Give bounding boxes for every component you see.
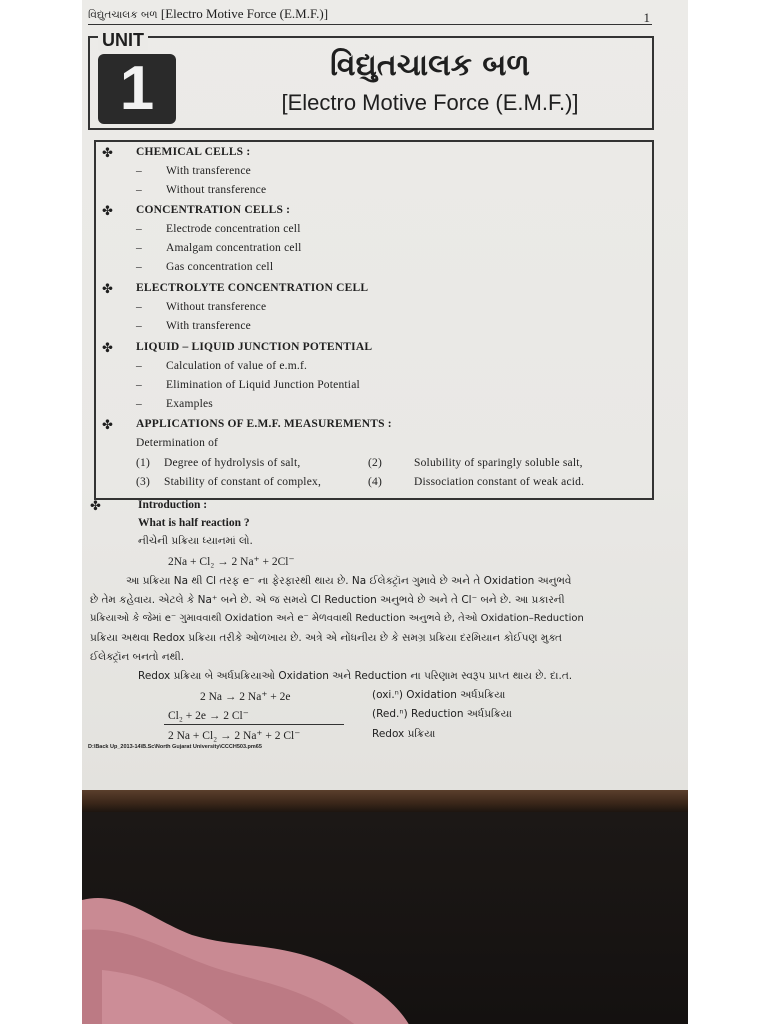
list-item: Electrode concentration cell: [166, 223, 301, 235]
equation-sum-rule: [164, 724, 344, 725]
net-reaction-label: Redox પ્રક્રિયા: [372, 728, 436, 740]
bullet-icon: ✤: [102, 417, 114, 432]
heading-liquid-junction: LIQUID – LIQUID JUNCTION POTENTIAL: [136, 341, 373, 353]
chapter-title-english: [Electro Motive Force (E.M.F.)]: [281, 90, 579, 115]
application-item: Dissociation constant of weak acid.: [414, 476, 585, 488]
dash-icon: –: [136, 242, 142, 254]
application-number: (2): [368, 457, 383, 469]
dash-icon: –: [136, 223, 142, 235]
photo-frame: [82, 0, 688, 1024]
instruction-text: નીચેની પ્રક્રિયા ધ્યાનમાં લો.: [138, 535, 253, 547]
application-number: (4): [368, 476, 383, 488]
file-path-footer: D:\Back Up_2013-14\B.Sc\North Gujarat University\CCCH503.pm65: [88, 744, 262, 750]
half-reaction-label: (oxi.ⁿ) Oxidation અર્ધપ્રક્રિયા: [372, 689, 506, 701]
application-item: Stability of constant of complex,: [164, 476, 322, 488]
running-head-gujarati: વિદ્યુતચાલક બળ: [88, 9, 158, 21]
dash-icon: –: [136, 379, 142, 391]
half-reaction-equation: 2 Na → 2 Na⁺ + 2e: [200, 691, 291, 703]
list-item: Elimination of Liquid Junction Potential: [166, 379, 360, 391]
dash-icon: –: [136, 360, 142, 372]
application-number: (1): [136, 457, 151, 469]
unit-number: 1: [119, 54, 155, 123]
dash-icon: –: [136, 320, 142, 332]
application-item: Solubility of sparingly soluble salt,: [414, 457, 583, 469]
page-number: 1: [643, 10, 650, 25]
half-reaction-equation: Cl₂ + 2e → 2 Cl⁻: [168, 710, 249, 722]
chapter-title-gujarati: વિદ્યુતચાલક બળ: [330, 48, 530, 83]
list-item: Without transference: [166, 301, 267, 313]
list-item: With transference: [166, 320, 251, 332]
dash-icon: –: [136, 261, 142, 273]
dash-icon: –: [136, 165, 142, 177]
application-number: (3): [136, 476, 151, 488]
heading-electrolyte-cell: ELECTROLYTE CONCENTRATION CELL: [136, 282, 369, 294]
dash-icon: –: [136, 301, 142, 313]
list-item: With transference: [166, 165, 251, 177]
unit-number-box: [98, 54, 176, 124]
book-page: [82, 0, 688, 792]
list-item: Gas concentration cell: [166, 261, 274, 273]
bullet-icon: ✤: [102, 281, 114, 296]
bullet-icon: ✤: [102, 203, 114, 218]
paragraph-line: છે તેમ કહેવાય. એટલે કે Na⁺ બને છે. એ જ સમયે Cl Reduction અનુભવે છે અને તે Cl⁻ બને છે. આ પ્રકારની: [90, 594, 565, 606]
paragraph-line: પ્રક્રિયાઓ કે જેમાં e⁻ ગુમાવવાથી Oxidation અને e⁻ મેળવવાથી Reduction અનુભવે છે, તેઓ Oxidation–Reduction: [90, 613, 584, 624]
header-rule: [88, 24, 652, 25]
pink-cloth: [82, 880, 412, 1024]
paragraph-line: ઈલેક્ટ્રૉન બનતો નથી.: [90, 651, 185, 663]
bullet-icon: ✤: [102, 145, 114, 160]
dash-icon: –: [136, 398, 142, 410]
half-reaction-label: (Red.ⁿ) Reduction અર્ધપ્રક્રિયા: [372, 708, 512, 720]
list-item: Calculation of value of e.m.f.: [166, 360, 308, 372]
heading-applications: APPLICATIONS OF E.M.F. MEASUREMENTS :: [136, 418, 392, 430]
redox-line: Redox પ્રક્રિયા બે અર્ધપ્રક્રિયાઓ Oxidation અને Reduction ના પરિણામ સ્વરૂપ પ્રાપ્ત થાય છે. દા.ત.: [138, 670, 573, 682]
paragraph-line: પ્રક્રિયા અથવા Redox પ્રક્રિયા તરીકે ઓળખાય છે. અત્રે એ નોંધનીય છે કે સમગ્ર પ્રક્રિયા દરમિયાન કોઈપણ મુક્ત: [90, 632, 562, 644]
table-edge: [82, 790, 688, 812]
bullet-icon: ✤: [90, 498, 101, 513]
application-item: Degree of hydrolysis of salt,: [164, 457, 301, 469]
equation: 2Na + Cl₂ → 2 Na⁺ + 2Cl⁻: [168, 556, 295, 568]
list-item: Examples: [166, 398, 213, 410]
net-reaction-equation: 2 Na + Cl₂ → 2 Na⁺ + 2 Cl⁻: [168, 730, 301, 742]
unit-banner: [88, 30, 654, 130]
heading-concentration-cells: CONCENTRATION CELLS :: [136, 204, 291, 216]
applications-intro: Determination of: [136, 437, 219, 449]
dash-icon: –: [136, 184, 142, 196]
introduction-heading: Introduction :: [138, 499, 208, 511]
unit-label: UNIT: [98, 30, 148, 51]
running-head-english: [Electro Motive Force (E.M.F.)]: [160, 6, 329, 21]
list-item: Amalgam concentration cell: [166, 242, 302, 254]
contents-box: [94, 140, 654, 500]
bullet-icon: ✤: [102, 340, 114, 355]
list-item: Without transference: [166, 184, 267, 196]
running-head: [88, 6, 328, 22]
paragraph-line: આ પ્રક્રિયા Na થી Cl તરફ e⁻ ના ફેરફારથી થાય છે. Na ઈલેક્ટ્રૉન ગુમાવે છે અને તે Oxidation અનુભવે: [126, 575, 572, 587]
question-text: What is half reaction ?: [138, 517, 250, 529]
heading-chemical-cells: CHEMICAL CELLS :: [136, 146, 251, 158]
